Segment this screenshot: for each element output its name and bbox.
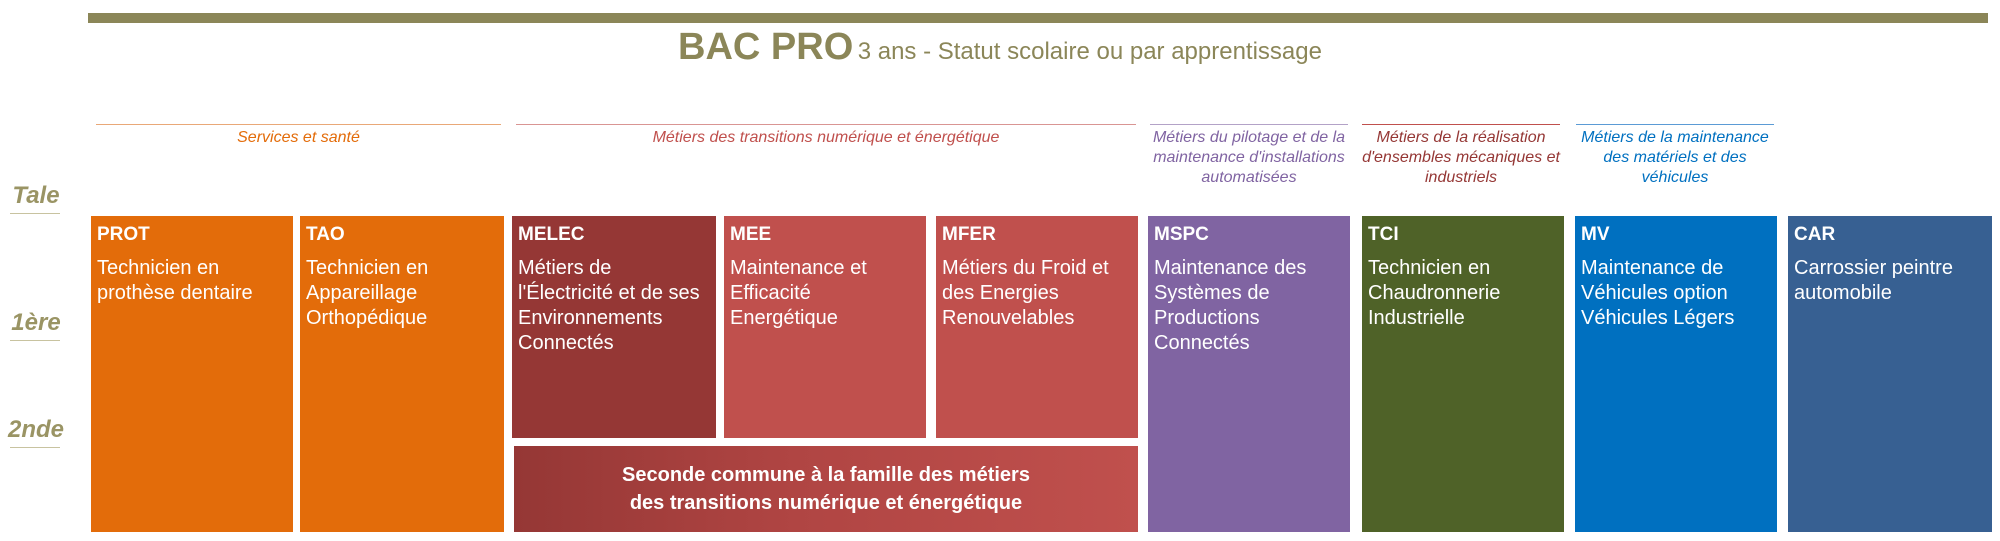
program-description: Technicien en Chaudronnerie Industrielle — [1368, 257, 1501, 329]
program-card-tao[interactable] — [300, 216, 504, 532]
category-realisation: Métiers de la réalisation d'ensembles mécaniques et industriels — [1362, 124, 1560, 188]
title-bold: BAC PRO — [678, 26, 854, 68]
category-transitions: Métiers des transitions numérique et énergétique — [516, 124, 1136, 148]
program-card-mv[interactable] — [1575, 216, 1777, 532]
program-code: CAR — [1794, 224, 1836, 245]
common-second-banner[interactable] — [514, 446, 1138, 532]
program-card-mee[interactable] — [724, 216, 926, 438]
level-seconde: 2nde — [7, 416, 64, 443]
program-code: MEE — [730, 224, 772, 245]
category-vehicules: Métiers de la maintenance des matériels et des véhicules — [1576, 124, 1774, 188]
level-premiere-underline — [10, 340, 60, 341]
program-card-mspc[interactable] — [1148, 216, 1350, 532]
program-description: Métiers du Froid et des Energies Renouvelables — [942, 257, 1109, 329]
program-description: Maintenance et Efficacité Energétique — [730, 257, 867, 329]
program-code: TAO — [306, 224, 345, 245]
page-title — [0, 26, 2000, 69]
title-subtitle: 3 ans - Statut scolaire ou par apprentissage — [857, 38, 1322, 65]
program-card-mfer[interactable] — [936, 216, 1138, 438]
program-description: Technicien en prothèse dentaire — [97, 257, 253, 304]
program-code: TCI — [1368, 224, 1399, 245]
program-card-tci[interactable] — [1362, 216, 1564, 532]
level-premiere: 1ère — [11, 309, 61, 336]
category-pilotage: Métiers du pilotage et de la maintenance d'installations automatisées — [1150, 124, 1348, 188]
program-description: Carrossier peintre automobile — [1794, 257, 1953, 304]
common-second-line2: des transitions numérique et énergétique — [629, 492, 1023, 514]
program-card-prot[interactable] — [91, 216, 293, 532]
level-tale-underline — [10, 213, 60, 214]
program-code: MSPC — [1154, 224, 1209, 245]
level-seconde-underline — [10, 447, 60, 448]
top-rule — [88, 13, 1988, 23]
program-description: Métiers de l'Électricité et de ses Environnements Connectés — [518, 257, 700, 354]
program-description: Maintenance des Systèmes de Productions Connectés — [1154, 257, 1307, 354]
category-services: Services et santé — [96, 124, 501, 148]
program-card-melec[interactable] — [512, 216, 716, 438]
level-tale: Tale — [12, 182, 60, 209]
program-code: MV — [1581, 224, 1610, 245]
program-description: Maintenance de Véhicules option Véhicules Légers — [1581, 257, 1735, 329]
common-second-line1: Seconde commune à la famille des métiers — [622, 464, 1030, 486]
program-code: MELEC — [518, 224, 585, 245]
program-code: PROT — [97, 224, 150, 245]
program-code: MFER — [942, 224, 996, 245]
program-card-car[interactable] — [1788, 216, 1992, 532]
program-description: Technicien en Appareillage Orthopédique — [306, 257, 429, 329]
